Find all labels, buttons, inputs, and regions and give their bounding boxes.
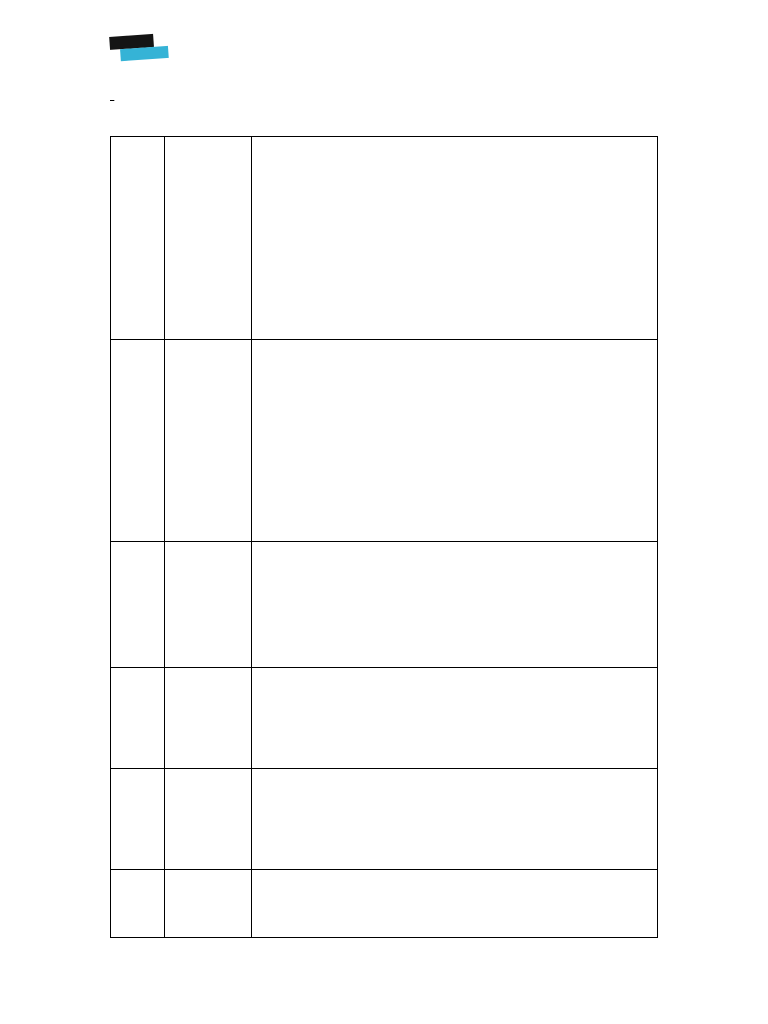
- ilerna-online-logo: [108, 31, 172, 63]
- item-explanation: [252, 542, 658, 668]
- item-explanation: [252, 668, 658, 769]
- item-explanation: [252, 870, 658, 938]
- item-explanation: [252, 340, 658, 542]
- item-number: [111, 769, 165, 870]
- item-number: [111, 542, 165, 668]
- item-explanation: [252, 769, 658, 870]
- item-explanation: [252, 137, 658, 340]
- item-answer: [165, 870, 252, 938]
- item-answer: [165, 137, 252, 340]
- item-number: [111, 340, 165, 542]
- item-number: [111, 137, 165, 340]
- question-heading: [110, 86, 114, 104]
- question-table: [110, 136, 658, 938]
- item-answer: [165, 340, 252, 542]
- item-answer: [165, 542, 252, 668]
- item-number: [111, 668, 165, 769]
- logo-online-banner: [120, 46, 169, 61]
- item-answer: [165, 769, 252, 870]
- item-number: [111, 870, 165, 938]
- item-answer: [165, 668, 252, 769]
